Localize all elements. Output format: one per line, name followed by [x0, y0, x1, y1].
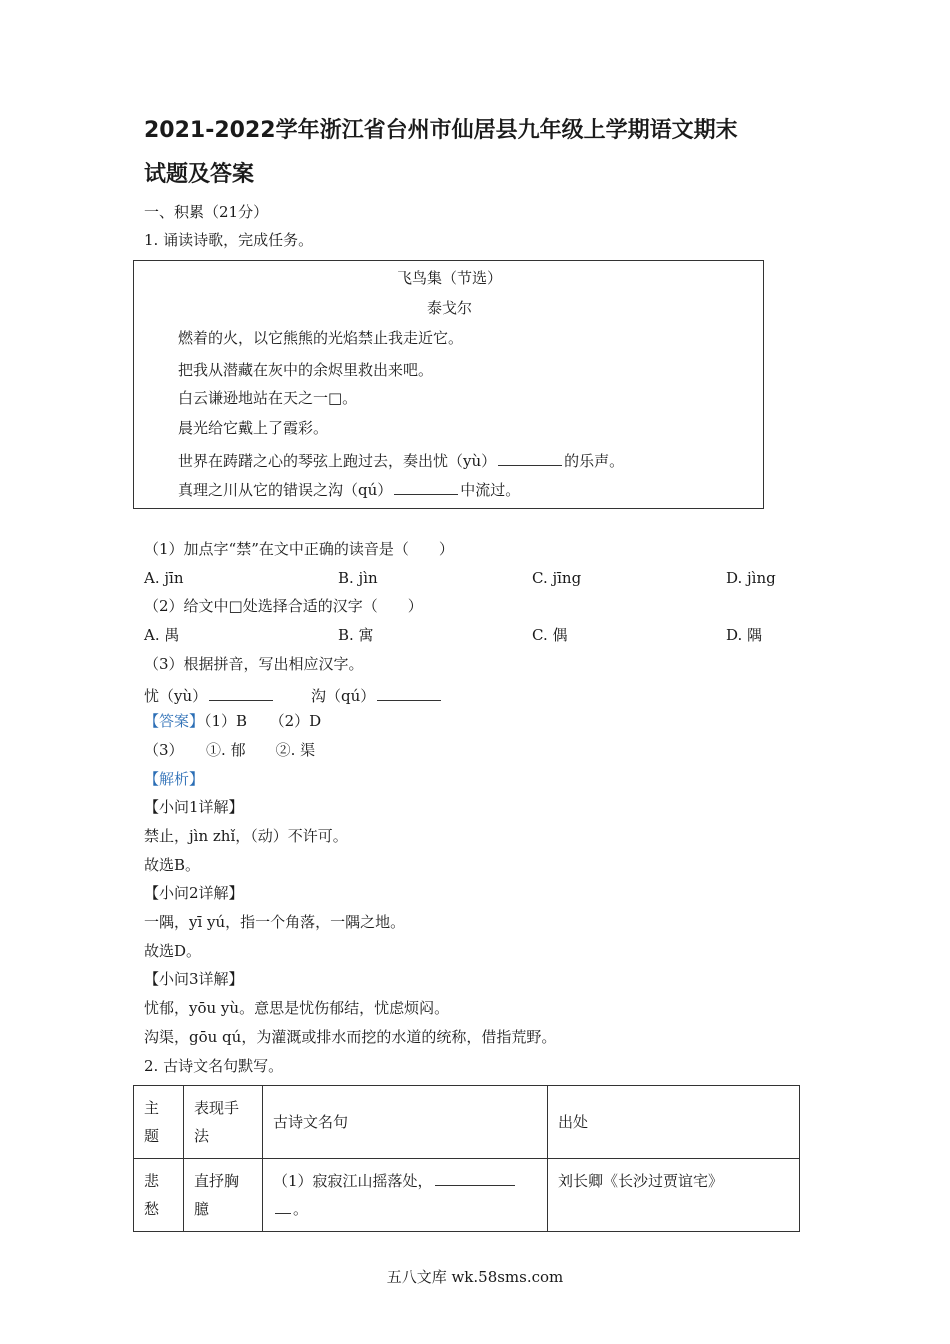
footer-watermark: 五八文库 wk.58sms.com [386, 1268, 564, 1286]
header-cell: 古诗文名句 [263, 1086, 548, 1159]
option-b: B. jìn [338, 569, 378, 587]
poem-line-text: 世界在踌躇之心的琴弦上跑过去，奏出忧（yù） [178, 452, 497, 470]
poem-line-text: 真理之川从它的错误之沟（qú） [178, 481, 393, 499]
analysis-tag: 【解析】 [144, 770, 205, 788]
header-cell: 主题 [134, 1086, 184, 1159]
option-a: A. jīn [144, 569, 184, 587]
fill-item-label: 沟（qú） [311, 687, 376, 705]
detail-heading: 【小问1详解】 [144, 798, 244, 816]
answer-blank [209, 686, 273, 701]
option-a: A. 禺 [144, 626, 180, 644]
answer-tag: 【答案】 [144, 712, 205, 730]
fill-item [144, 686, 275, 704]
detail-text: 沟渠，gōu qú，为灌溉或排水而挖的水道的统称，借指荒野。 [144, 1028, 557, 1046]
table-row [134, 1159, 800, 1232]
answer-line-2: （3） ①. 郁 ②. 渠 [144, 741, 316, 759]
detail-text: 故选D。 [144, 942, 202, 960]
answer-blank [498, 451, 562, 466]
poem-line-text: 中流过。 [460, 481, 521, 499]
page-title-continued: 试题及答案 [144, 162, 255, 187]
sub-question-3: （3）根据拼音，写出相应汉字。 [144, 655, 364, 673]
sentence-text: 。 [293, 1200, 309, 1218]
sentence-cell [263, 1159, 548, 1232]
detail-text: 禁止，jìn zhǐ，（动）不许可。 [144, 827, 348, 845]
detail-text: 忧郁，yōu yù。意思是忧伤郁结，忧虑烦闷。 [144, 999, 450, 1017]
detail-heading: 【小问2详解】 [144, 884, 244, 902]
poem-line: 燃着的火，以它熊熊的光焰禁止我走近它。 [178, 329, 464, 347]
poetry-table [133, 1085, 800, 1232]
page-title: 2021-2022学年浙江省台州市仙居县九年级上学期语文期末 [144, 118, 738, 143]
poem-line-text: 的乐声。 [564, 452, 625, 470]
poem-line: 白云谦逊地站在天之一□。 [178, 389, 358, 407]
header-cell: 表现手法 [184, 1086, 263, 1159]
option-d: D. jìng [726, 569, 776, 587]
method-cell: 直抒胸臆 [184, 1159, 263, 1232]
header-cell: 出处 [548, 1086, 800, 1159]
question-1-prompt: 1. 诵读诗歌，完成任务。 [144, 231, 314, 249]
question-2-prompt: 2. 古诗文名句默写。 [144, 1057, 284, 1075]
table-header-row [134, 1086, 800, 1159]
option-d: D. 隅 [726, 626, 763, 644]
poem-line [178, 451, 624, 469]
option-c: C. 偶 [532, 626, 568, 644]
answer-blank [435, 1171, 515, 1186]
poem-box [133, 260, 764, 509]
fill-item [311, 686, 443, 704]
poem-line: 晨光给它戴上了霞彩。 [178, 419, 329, 437]
detail-text: 一隅，yī yú，指一个角落，一隅之地。 [144, 913, 406, 931]
source-cell: 刘长卿《长沙过贾谊宅》 [548, 1159, 800, 1232]
fill-item-label: 忧（yù） [144, 687, 208, 705]
answer-line [144, 714, 321, 729]
option-c: C. jīng [532, 569, 582, 587]
theme-cell: 悲愁 [134, 1159, 184, 1232]
sentence-text: （1）寂寂江山摇落处， [273, 1172, 433, 1190]
sub-question-1: （1）加点字“禁”在文中正确的读音是（ ） [144, 540, 454, 558]
poem-author: 泰戈尔 [426, 299, 472, 317]
poem-line [178, 480, 520, 498]
section-heading: 一、积累（21分） [144, 203, 269, 221]
answer-text: （1）B （2）D [204, 712, 322, 730]
sub-question-2: （2）给文中□处选择合适的汉字（ ） [144, 597, 423, 615]
detail-heading: 【小问3详解】 [144, 970, 244, 988]
option-b: B. 寓 [338, 626, 374, 644]
answer-blank [377, 686, 441, 701]
answer-blank [275, 1199, 291, 1214]
detail-text: 故选B。 [144, 856, 201, 874]
answer-blank [394, 480, 458, 495]
poem-title: 飞鸟集（节选） [396, 269, 502, 287]
poem-line: 把我从潜藏在灰中的余烬里救出来吧。 [178, 361, 434, 379]
